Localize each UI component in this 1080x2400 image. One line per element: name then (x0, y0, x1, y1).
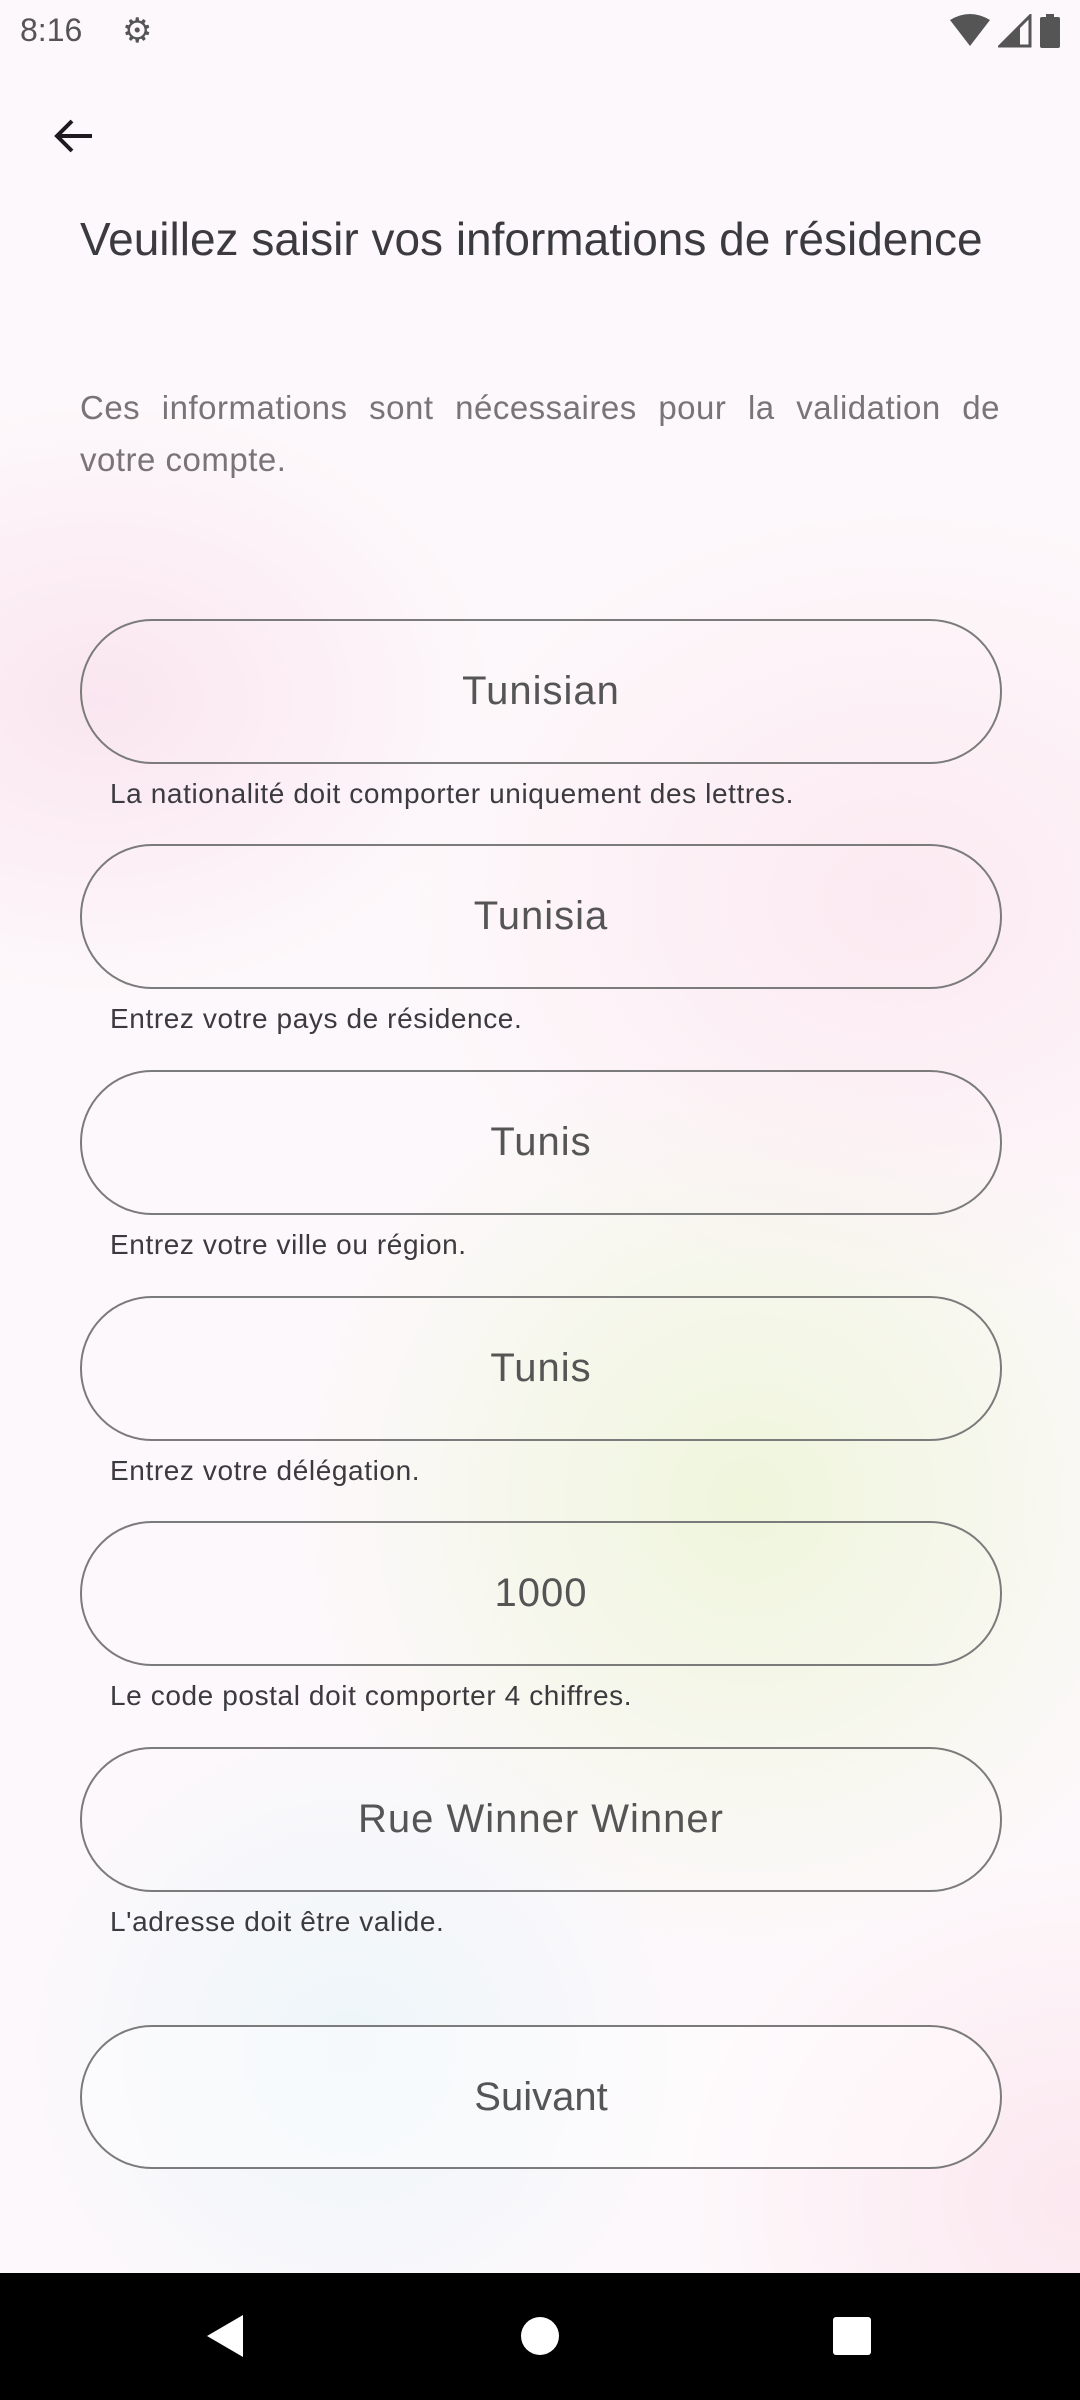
city-input[interactable]: Tunis (80, 1070, 1002, 1215)
postal-code-input[interactable]: 1000 (80, 1521, 1002, 1666)
next-button[interactable]: Suivant (80, 2025, 1002, 2169)
page-title: Veuillez saisir vos informations de résidence (80, 213, 983, 265)
address-helper: L'adresse doit être valide. (110, 1906, 445, 1937)
nationality-helper: La nationalité doit comporter uniquement des lettres. (110, 778, 794, 809)
status-time: 8:16 (20, 12, 83, 48)
delegation-input[interactable]: Tunis (80, 1296, 1002, 1441)
page-subtitle: Ces informations sont nécessaires pour la validation de votre compte. (80, 389, 1000, 478)
nav-recents-icon[interactable] (832, 2316, 872, 2356)
gear-icon: ⚙ (122, 12, 153, 50)
navigation-bar (0, 2273, 1080, 2400)
nav-back-icon[interactable] (205, 2313, 245, 2359)
nationality-input[interactable]: Tunisian (80, 619, 1002, 764)
country-helper: Entrez votre pays de résidence. (110, 1003, 523, 1034)
battery-icon (1040, 14, 1060, 48)
nav-home-icon[interactable] (520, 2316, 560, 2356)
back-arrow-icon[interactable] (48, 110, 100, 162)
wifi-icon (950, 14, 990, 48)
signal-icon (998, 14, 1032, 48)
delegation-helper: Entrez votre délégation. (110, 1455, 421, 1486)
address-input[interactable]: Rue Winner Winner (80, 1747, 1002, 1892)
country-input[interactable]: Tunisia (80, 844, 1002, 989)
status-icons (950, 14, 1060, 48)
postal-code-helper: Le code postal doit comporter 4 chiffres. (110, 1680, 633, 1711)
city-helper: Entrez votre ville ou région. (110, 1229, 467, 1260)
status-bar (0, 0, 1080, 63)
